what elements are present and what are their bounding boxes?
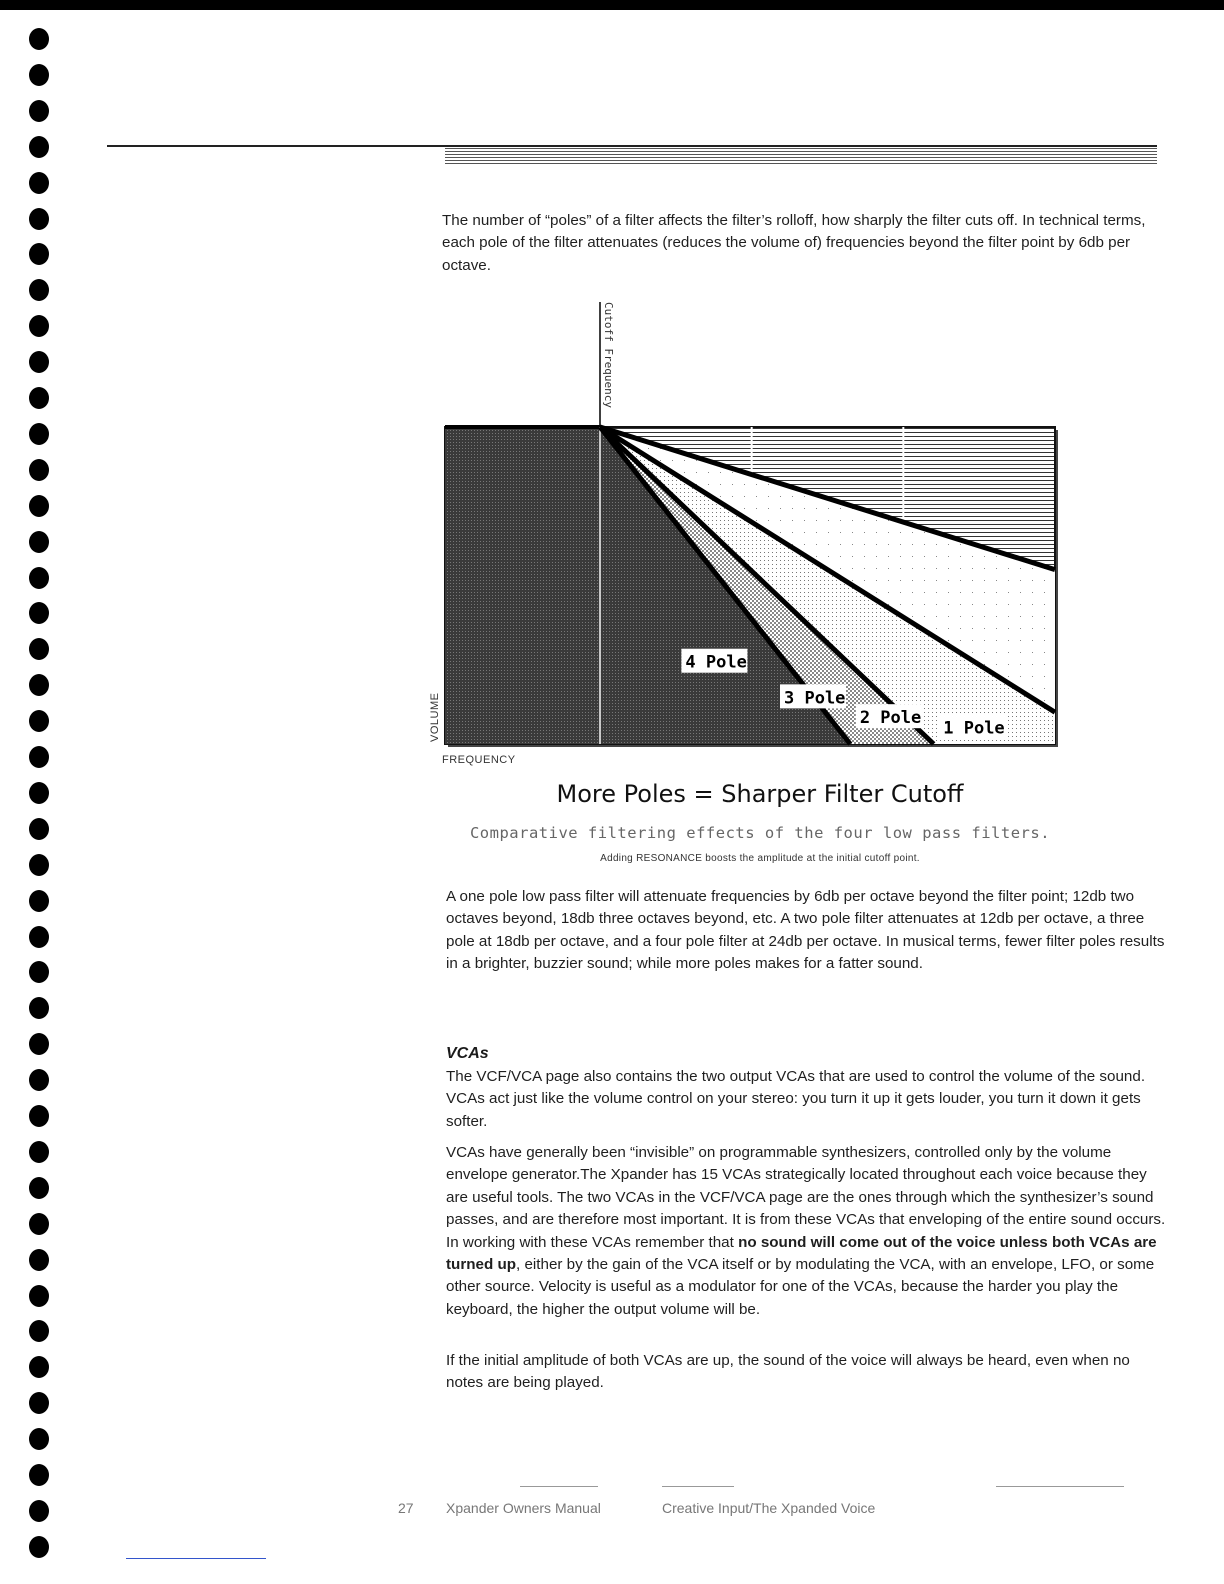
vcas-paragraph-2-before: VCAs have generally been “invisible” on programmable synthesizers, controlled only by the volume envelope generator.The Xpander has 15 VCAs strategically located throughout each voice because they are useful tools. The two VCAs in the VCF/VCA page are the ones through which the synthesizer’s sound passes, and are therefore most important. It is from these VCAs that enveloping of the entire sound occurs. In working with these VCAs remember that xyxy=(446,1144,1166,1251)
binding-hole xyxy=(29,28,49,50)
binding-hole xyxy=(29,602,49,624)
binding-hole xyxy=(29,818,49,840)
binding-hole xyxy=(29,854,49,876)
chart-note: Adding RESONANCE boosts the amplitude at the initial cutoff point. xyxy=(600,853,920,864)
binding-hole xyxy=(29,243,49,265)
binding-hole xyxy=(29,351,49,373)
binding-hole xyxy=(29,1033,49,1055)
binding-hole xyxy=(29,315,49,337)
vcas-heading: VCAs xyxy=(446,1045,489,1062)
footer-rule-2 xyxy=(662,1486,734,1487)
binding-hole xyxy=(29,1536,49,1558)
header-rule xyxy=(107,145,1157,147)
series-label: 2 Pole xyxy=(859,708,922,729)
binding-hole xyxy=(29,1320,49,1342)
binding-hole xyxy=(29,1249,49,1271)
series-label: 4 Pole xyxy=(685,652,747,673)
binding-hole xyxy=(29,100,49,122)
binding-hole xyxy=(29,961,49,983)
footer-rule-3 xyxy=(996,1486,1124,1487)
binding-hole xyxy=(29,459,49,481)
binding-hole xyxy=(29,638,49,660)
binding-hole xyxy=(29,423,49,445)
binding-hole xyxy=(29,1141,49,1163)
binding-hole xyxy=(29,1500,49,1522)
binding-hole xyxy=(29,1105,49,1127)
vcas-paragraph-2 xyxy=(446,1142,1166,1321)
binding-hole xyxy=(29,531,49,553)
binding-hole xyxy=(29,926,49,948)
binding-hole xyxy=(29,1464,49,1486)
chart-subtitle: Comparative filtering effects of the four low pass filters. xyxy=(469,824,1051,842)
binding-hole xyxy=(29,208,49,230)
binding-hole xyxy=(29,1356,49,1378)
vcas-paragraph-2-after: , either by the gain of the VCA itself or by modulating the VCA, with an envelope, LFO, or some other source. Velocity is useful as a modulator for one of the VCAs, because the harder you play the keyboard, the higher the output volume will be. xyxy=(446,1256,1155,1318)
binding-hole xyxy=(29,746,49,768)
filter-chart xyxy=(420,292,1080,772)
binding-hole xyxy=(29,997,49,1019)
binding-hole xyxy=(29,1213,49,1235)
footer-section: Creative Input/The Xpanded Voice xyxy=(662,1500,876,1516)
binding-hole xyxy=(29,136,49,158)
binding-hole xyxy=(29,1392,49,1414)
binding-holes xyxy=(29,28,51,1558)
binding-hole xyxy=(29,64,49,86)
footer-manual-title: Xpander Owners Manual xyxy=(446,1500,601,1516)
vcas-paragraph-1: The VCF/VCA page also contains the two output VCAs that are used to control the volume of the sound. VCAs act just like the volume control on your stereo: you turn it up it gets louder, you turn it down it gets softer. xyxy=(446,1068,1146,1130)
vcas-warning-bold: no sound will come out of the voice unless both VCAs are turned up xyxy=(446,1233,1157,1274)
footer-page-number: 27 xyxy=(398,1500,414,1516)
filter-chart-svg xyxy=(420,292,1080,772)
poles-paragraph: A one pole low pass filter will attenuate frequencies by 6db per octave beyond the filter point; 12db two octaves beyond, 18db three octaves beyond, etc. A two pole filter attenuates at 12db per octave, a three pole at 18db per octave, and a four pole filter at 24db per octave. In musical terms, fewer filter poles results in a brighter, buzzier sound; while more poles makes for a fatter sound. xyxy=(446,888,1165,973)
binding-hole xyxy=(29,279,49,301)
binding-hole xyxy=(29,495,49,517)
binding-hole xyxy=(29,1428,49,1450)
chart-title: More Poles = Sharper Filter Cutoff xyxy=(556,780,964,808)
binding-hole xyxy=(29,782,49,804)
header-rule-lines xyxy=(445,148,1157,164)
binding-hole xyxy=(29,674,49,696)
series-label: 1 Pole xyxy=(943,718,1005,739)
binding-hole xyxy=(29,710,49,732)
series-label: 3 Pole xyxy=(784,688,846,709)
y-axis-label: VOLUME xyxy=(429,692,441,742)
binding-hole xyxy=(29,890,49,912)
binding-hole xyxy=(29,567,49,589)
binding-hole xyxy=(29,172,49,194)
binding-hole xyxy=(29,387,49,409)
x-axis-label: FREQUENCY xyxy=(442,754,516,766)
bottom-link-underline xyxy=(126,1558,266,1559)
binding-hole xyxy=(29,1285,49,1307)
intro-paragraph: The number of “poles” of a filter affects the filter’s rolloff, how sharply the filter cuts off. In technical terms, each pole of the filter attenuates (reduces the volume of) frequencies beyond the filter point by 6db per octave. xyxy=(442,212,1146,274)
vcas-paragraph-3: If the initial amplitude of both VCAs are up, the sound of the voice will always be heard, even when no notes are being played. xyxy=(446,1352,1130,1392)
footer-rule-1 xyxy=(520,1486,598,1487)
top-border xyxy=(0,0,1224,10)
cutoff-label: Cutoff Frequency xyxy=(602,302,615,408)
binding-hole xyxy=(29,1069,49,1091)
binding-hole xyxy=(29,1177,49,1199)
